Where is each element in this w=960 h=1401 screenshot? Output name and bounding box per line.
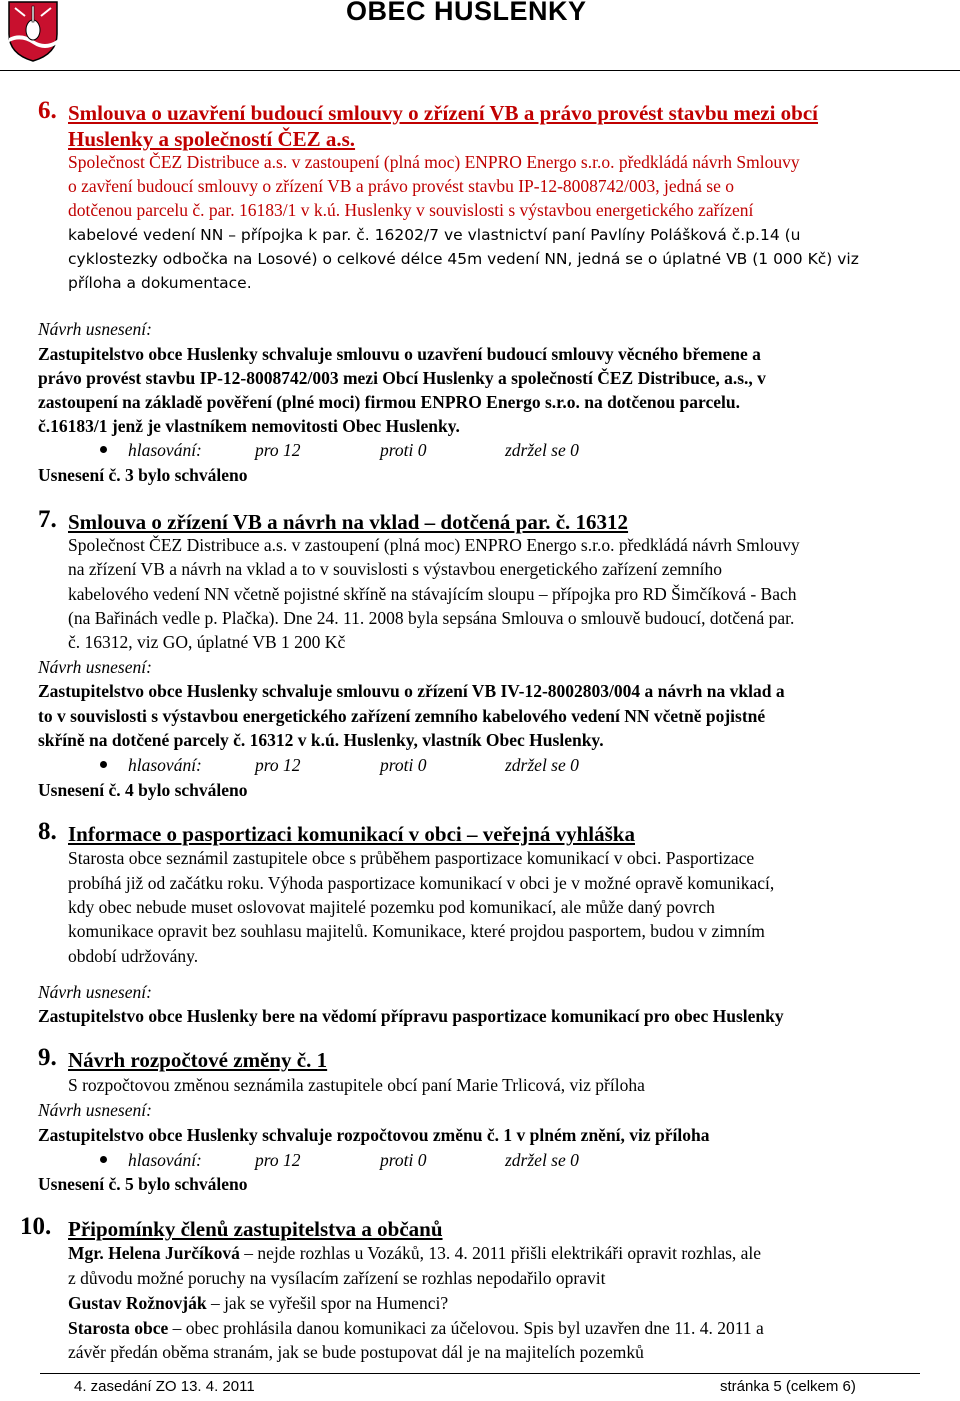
- section-9-result: Usnesení č. 5 bylo schváleno: [38, 1174, 248, 1194]
- section-6-number: 6.: [38, 97, 57, 124]
- section-7-resolution-line3: skříně na dotčené parcely č. 16312 v k.ú. Huslenky, vlastník Obec Huslenky.: [38, 730, 604, 750]
- section-7-body-line3: kabelového vedení NN včetně pojistné skříně na stávajícím sloupu – přípojka pro RD Šimčíková - Bach: [68, 584, 797, 604]
- section-10-item-2: [68, 1266, 605, 1290]
- section-8-body-line5: období udržovány.: [68, 946, 199, 966]
- section-6-resolution-line2: právo provést stavbu IP-12-8008742/003 mezi Obcí Huslenky a společností ČEZ Distribuce, a.s., v: [38, 368, 766, 388]
- section-8-proposal-label: Návrh usnesení:: [38, 982, 152, 1002]
- bullet-icon: [100, 761, 107, 768]
- section-7-vote-label: hlasování:: [128, 755, 202, 775]
- section-9-proposal-label: Návrh usnesení:: [38, 1100, 152, 1120]
- coat-of-arms-logo: [7, 0, 59, 62]
- section-6-body-line5: cyklostezky odbočka na Losové) o celkové délce 45m vedení NN, jedná se o úplatné VB (1 000 Kč) viz: [68, 250, 859, 268]
- section-9-vote-label: hlasování:: [128, 1150, 202, 1170]
- section-7-body-line5: č. 16312, viz GO, úplatné VB 1 200 Kč: [68, 632, 346, 652]
- section-6-title-line1: Smlouva o uzavření budoucí smlouvy o zřízení VB a právo provést stavbu mezi obcí: [68, 101, 819, 125]
- comment-text: z důvodu možné poruchy na vysílacím zařízení se rozhlas nepodařilo opravit: [68, 1268, 606, 1288]
- section-6-resolution-line3: zastoupení na základě pověření (plné moci) firmou ENPRO Energo s.r.o. na dotčenou parcelu.: [38, 392, 740, 412]
- section-10-item-4: [68, 1316, 764, 1340]
- section-7-resolution-line1: Zastupitelstvo obce Huslenky schvaluje smlouvu o zřízení VB IV-12-8002803/004 a návrh na vklad a: [38, 681, 785, 701]
- section-7-resolution-line2: to v souvislosti s výstavbou energetického zařízení zemního kabelového vedení NN včetně pojistné: [38, 706, 766, 726]
- footer-page-number: stránka 5 (celkem 6): [720, 1378, 856, 1395]
- footer-divider: [40, 1373, 920, 1374]
- section-6-title-line2: Huslenky a společností ČEZ a.s.: [68, 127, 356, 151]
- section-8-body-line2: probíhá již od začátku roku. Výhoda pasportizace komunikací v obci je v možné opravě komunikací,: [68, 873, 775, 893]
- commenter-name: Gustav Rožnovják: [68, 1293, 207, 1313]
- section-7-vote-pro: pro 12: [255, 755, 301, 775]
- section-10-item-3: [68, 1291, 448, 1315]
- section-10-number: 10.: [20, 1213, 52, 1240]
- section-9-vote-pro: pro 12: [255, 1150, 301, 1170]
- section-10-title: Připomínky členů zastupitelstva a občanů: [68, 1217, 443, 1241]
- section-8-body-line1: Starosta obce seznámil zastupitele obce s průběhem pasportizace komunikací v obci. Pasportizace: [68, 848, 755, 868]
- bullet-icon: [100, 1156, 107, 1163]
- commenter-name: Starosta obce: [68, 1318, 169, 1338]
- bullet-icon: [100, 446, 107, 453]
- section-7-title: Smlouva o zřízení VB a návrh na vklad – dotčená par. č. 16312: [68, 510, 629, 534]
- section-9-vote-zdrzel: zdržel se 0: [505, 1150, 579, 1170]
- section-7-vote-proti: proti 0: [380, 755, 427, 775]
- section-6-body-line1: Společnost ČEZ Distribuce a.s. v zastoupení (plná moc) ENPRO Energo s.r.o. předkládá návrh Smlouvy: [68, 152, 800, 172]
- comment-text: – obec prohlásila danou komunikaci za účelovou. Spis byl uzavřen dne 11. 4. 2011 a: [168, 1318, 764, 1338]
- section-6-vote-proti: proti 0: [380, 440, 427, 460]
- section-6-vote-zdrzel: zdržel se 0: [505, 440, 579, 460]
- section-9-vote-proti: proti 0: [380, 1150, 427, 1170]
- page-header-title: OBEC HUSLENKY: [346, 0, 587, 26]
- section-9-number: 9.: [38, 1044, 57, 1071]
- section-7-body-line2: na zřízení VB a návrh na vklad a to v souvislosti s výstavbou energetického zařízení zemního: [68, 559, 722, 579]
- section-6-vote-pro: pro 12: [255, 440, 301, 460]
- section-6-body-line3: dotčenou parcelu č. par. 16183/1 v k.ú. Huslenky v souvislosti s výstavbou energetického zařízení: [68, 200, 754, 220]
- section-10-item-5: [68, 1340, 644, 1364]
- section-6-body-line2: o zavření budoucí smlouvy o zřízení VB a právo provést stavbu IP-12-8008742/003, jedná se o: [68, 176, 734, 196]
- commenter-name: Mgr. Helena Jurčíková: [68, 1243, 240, 1263]
- section-7-vote-zdrzel: zdržel se 0: [505, 755, 579, 775]
- footer-meeting-date: 4. zasedání ZO 13. 4. 2011: [74, 1378, 255, 1395]
- section-6-proposal-label: Návrh usnesení:: [38, 319, 152, 339]
- section-7-body-line1: Společnost ČEZ Distribuce a.s. v zastoupení (plná moc) ENPRO Energo s.r.o. předkládá návrh Smlouvy: [68, 535, 800, 555]
- comment-text: – jak se vyřešil spor na Humenci?: [206, 1293, 449, 1313]
- section-7-result: Usnesení č. 4 bylo schváleno: [38, 780, 248, 800]
- section-9-title: Návrh rozpočtové změny č. 1: [68, 1048, 328, 1072]
- section-9-resolution-line1: Zastupitelstvo obce Huslenky schvaluje rozpočtovou změnu č. 1 v plném znění, viz příloha: [38, 1125, 710, 1145]
- section-8-resolution-line1: Zastupitelstvo obce Huslenky bere na vědomí přípravu pasportizace komunikací pro obec Huslenky: [38, 1006, 784, 1026]
- header-divider: [0, 70, 960, 71]
- section-6-body-line6: příloha a dokumentace.: [68, 274, 252, 292]
- section-6-resolution-line4: č.16183/1 jenž je vlastníkem nemovitosti Obec Huslenky.: [38, 416, 460, 436]
- section-6-vote-label: hlasování:: [128, 440, 202, 460]
- section-9-body-line1: S rozpočtovou změnou seznámila zastupitele obcí paní Marie Trlicová, viz příloha: [68, 1075, 645, 1095]
- section-7-proposal-label: Návrh usnesení:: [38, 657, 152, 677]
- section-8-body-line3: kdy obec nebude muset oslovovat majitelé pozemku pod komunikací, ale může daný povrch: [68, 897, 715, 917]
- comment-text: – nejde rozhlas u Vozáků, 13. 4. 2011 přišli elektrikáři opravit rozhlas, ale: [239, 1243, 762, 1263]
- section-8-number: 8.: [38, 818, 57, 845]
- section-6-resolution-line1: Zastupitelstvo obce Huslenky schvaluje smlouvu o uzavření budoucí smlouvy věcného břemene a: [38, 344, 761, 364]
- section-8-title: Informace o pasportizaci komunikací v obci – veřejná vyhláška: [68, 822, 635, 846]
- section-7-number: 7.: [38, 506, 57, 533]
- section-7-body-line4: (na Bařinách vedle p. Plačka). Dne 24. 11. 2008 byla sepsána Smlouva o smlouvě budoucí, dotčená par.: [68, 608, 795, 628]
- section-10-item-1: [68, 1241, 761, 1265]
- section-8-body-line4: komunikace opravit bez souhlasu majitelů. Komunikace, které projdou pasportem, budou v zimním: [68, 921, 765, 941]
- section-6-result: Usnesení č. 3 bylo schváleno: [38, 465, 248, 485]
- section-6-body-line4: kabelové vedení NN – přípojka k par. č. 16202/7 ve vlastnictví paní Pavlíny Polášková č.p.14 (u: [68, 226, 801, 244]
- comment-text: závěr předán oběma stranám, jak se bude postupovat dál je na majitelích pozemků: [68, 1342, 644, 1362]
